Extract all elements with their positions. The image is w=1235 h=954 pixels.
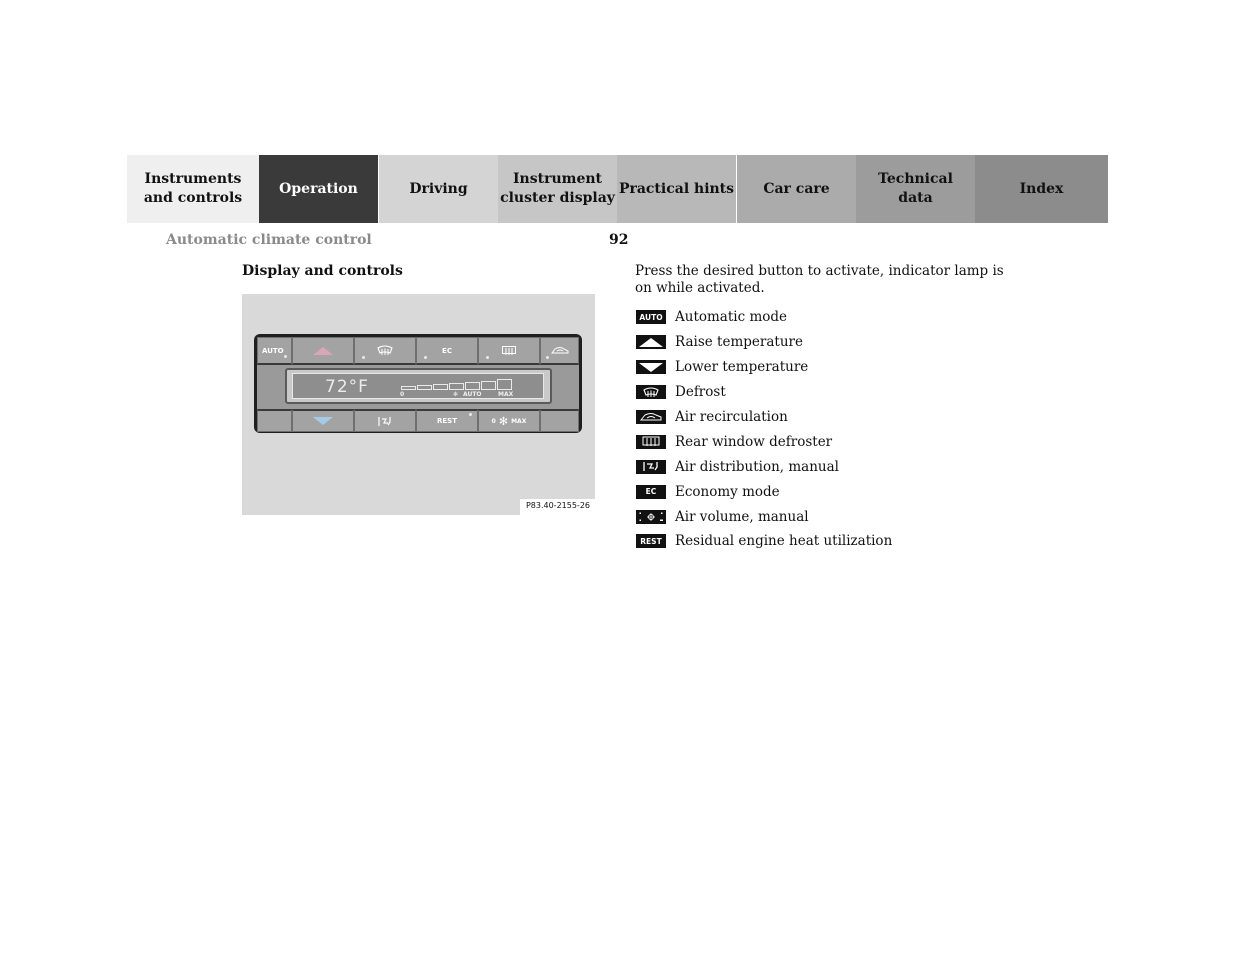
- air-volume-min-label: 0: [491, 417, 496, 425]
- temperature-display: [292, 373, 544, 399]
- raise-arrow-icon: [313, 347, 333, 355]
- tab-car-care[interactable]: Car care: [736, 155, 856, 223]
- figure-heading: Display and controls: [242, 263, 403, 279]
- fan-bar-1: [401, 386, 416, 390]
- legend-item: [636, 380, 996, 405]
- raise-temperature-icon: [636, 335, 666, 349]
- control-panel: [254, 334, 582, 433]
- left-blank-button[interactable]: [257, 409, 292, 432]
- legend-label: Automatic mode: [675, 309, 788, 326]
- air-recirculation-icon: [551, 346, 569, 355]
- legend-item: [636, 479, 996, 504]
- tab-technical-data[interactable]: Technical data: [856, 155, 975, 223]
- lower-temperature-button[interactable]: [292, 409, 354, 432]
- rear-window-defroster-icon: [502, 346, 516, 356]
- economy-icon-text: EC: [645, 487, 657, 497]
- recirculation-indicator-lamp: [546, 356, 549, 359]
- legend-label: Residual engine heat utilization: [675, 533, 893, 550]
- fan-bar-2: [417, 385, 432, 390]
- tab-practical-hints[interactable]: Practical hints: [617, 155, 736, 223]
- fan-bar-3: [433, 384, 448, 390]
- figure-reference: P83.40-2155-26: [520, 499, 595, 515]
- fan-volume-icon: ✻: [498, 414, 509, 428]
- rest-icon: [636, 534, 666, 548]
- rest-indicator-lamp: [469, 413, 472, 416]
- fan-bar-6: [481, 381, 496, 390]
- air-distribution-button[interactable]: [354, 409, 416, 432]
- button-legend: [636, 305, 996, 554]
- fan-bar-4: [449, 383, 464, 390]
- fan-bar-5: [465, 382, 480, 390]
- rest-button-label: REST: [437, 417, 457, 425]
- legend-item: [636, 330, 996, 355]
- page-number: 92: [609, 232, 629, 248]
- intro-text: Press the desired button to activate, indicator lamp is on while activated.: [635, 263, 1004, 296]
- auto-button-label: AUTO: [262, 346, 284, 355]
- legend-label: Air recirculation: [675, 409, 788, 425]
- legend-item: [636, 529, 996, 554]
- section-title: Automatic climate control: [166, 232, 372, 248]
- raise-temperature-button[interactable]: [292, 337, 354, 365]
- legend-label: Lower temperature: [675, 359, 809, 376]
- defrost-button[interactable]: [354, 337, 416, 365]
- tab-index[interactable]: Index: [975, 155, 1108, 223]
- rear-defroster-indicator-lamp: [486, 356, 489, 359]
- legend-item: [636, 355, 996, 380]
- lower-temperature-icon: [636, 360, 666, 374]
- legend-label: Rear window defroster: [675, 433, 833, 450]
- fan-auto-label: AUTO: [463, 391, 482, 398]
- legend-label: Air distribution, manual: [675, 458, 839, 475]
- air-volume-button[interactable]: [478, 409, 540, 432]
- legend-label: Air volume, manual: [675, 508, 809, 525]
- economy-indicator-lamp: [424, 356, 427, 359]
- rest-button[interactable]: [416, 409, 478, 432]
- fan-icon: ✻: [453, 391, 459, 398]
- air-volume-icon: [636, 510, 666, 524]
- auto-button[interactable]: [257, 337, 292, 365]
- rear-defroster-button[interactable]: [478, 337, 540, 365]
- air-distribution-icon: [636, 460, 666, 474]
- legend-item: [636, 429, 996, 454]
- legend-item: [636, 305, 996, 330]
- recirculation-button[interactable]: [540, 337, 579, 365]
- fan-bar-7: [497, 379, 512, 390]
- air-recirculation-icon: [636, 410, 666, 424]
- lower-arrow-icon: [313, 417, 333, 425]
- defrost-indicator-lamp: [362, 356, 365, 359]
- auto-icon: [636, 310, 666, 324]
- air-distribution-icon: [377, 416, 393, 427]
- tab-operation[interactable]: Operation: [259, 155, 378, 223]
- chapter-tabs: [127, 155, 1108, 223]
- tab-driving[interactable]: Driving: [378, 155, 498, 223]
- rest-icon-text: REST: [640, 536, 662, 546]
- auto-indicator-lamp: [284, 355, 287, 358]
- defrost-icon: [636, 385, 666, 399]
- display-frame: [285, 368, 552, 404]
- right-blank-button[interactable]: [540, 409, 579, 432]
- defrost-icon: [377, 345, 393, 356]
- air-volume-max-label: MAX: [511, 417, 527, 425]
- tab-instrument-cluster-display[interactable]: Instrument cluster display: [498, 155, 617, 223]
- climate-control-figure: [242, 294, 595, 515]
- legend-label: Raise temperature: [675, 334, 803, 351]
- display-temperature: 72°F: [325, 377, 369, 397]
- economy-button-label: EC: [442, 346, 452, 355]
- rear-window-defroster-icon: [636, 435, 666, 449]
- legend-item: [636, 454, 996, 479]
- legend-label: Economy mode: [675, 483, 780, 500]
- tab-instruments-and-controls[interactable]: Instruments and controls: [127, 155, 259, 223]
- economy-button[interactable]: [416, 337, 478, 365]
- control-panel-face: [257, 337, 579, 430]
- legend-item: [636, 504, 996, 529]
- fan-max-label: MAX: [498, 391, 514, 398]
- economy-mode-icon: [636, 485, 666, 499]
- legend-item: [636, 405, 996, 430]
- legend-label: Defrost: [675, 384, 726, 401]
- auto-icon-text: AUTO: [639, 312, 663, 322]
- fan-scale-zero: 0: [400, 391, 405, 398]
